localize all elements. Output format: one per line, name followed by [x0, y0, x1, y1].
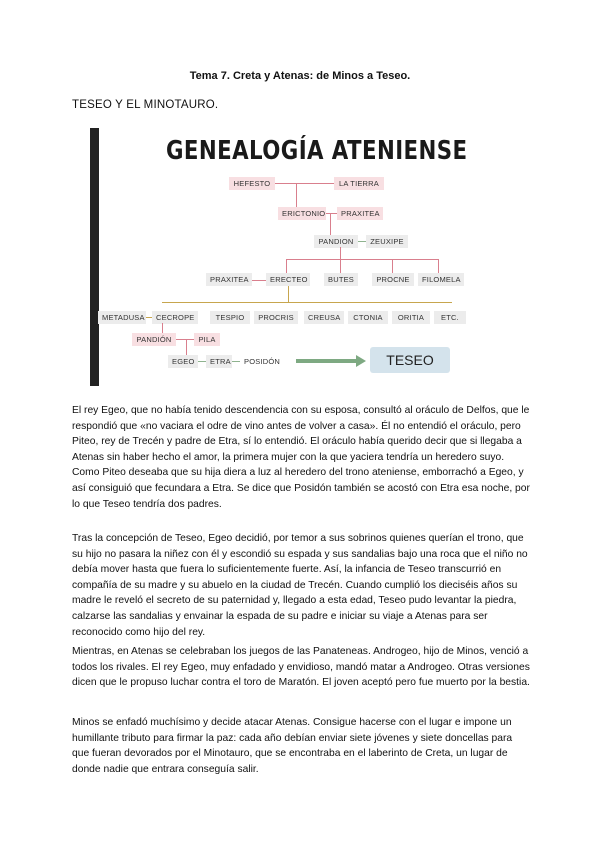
link-children-bar [286, 259, 438, 260]
link-to-erecteo [286, 259, 287, 273]
node-creusa: CREUSA [304, 311, 344, 324]
link-pandion2-pila [174, 339, 196, 340]
node-la-tierra: LA TIERRA [334, 177, 384, 190]
node-pila: PILA [194, 333, 220, 346]
genealogy-figure [90, 128, 482, 386]
node-egeo: EGEO [168, 355, 198, 368]
arrow-head-icon [356, 355, 366, 367]
paragraph-3: Mientras, en Atenas se celebraban los juegos de las Panateneas. Androgeo, hijo de Minos, venció a todos los rivales. El rey Egeo, muy enfadado y envidioso, mandó matar a Androgeo. Otras versiones dicen que le propuso luchar contra el toro de Maratón. El joven aceptó pero fue muerto por la bestia. [72, 646, 530, 689]
node-posidon: POSIDÓN [240, 355, 284, 368]
node-oritia: ORITIA [392, 311, 430, 324]
paragraph-4: Minos se enfadó muchísimo y decide atacar Atenas. Consigue hacerse con el lugar e impone un humillante tributo para firmar la paz: cada año debían enviar siete jóvenes y siete doncellas para que fueran devorados por el Minotauro, que se encontraba en el laberinto de Creta, un lugar de donde nadie que entrara conseguía salir. [72, 717, 513, 775]
genealogy-heading: GENEALOGÍA ATENIENSE [166, 136, 468, 166]
paragraph-2: Tras la concepción de Teseo, Egeo decidió, por temor a sus sobrinos quienes querían el trono, que su hijo no pasara la niñez con él y escondió su espada y sus sandalias bajo una roca que el niño no debía mover hasta que fuera lo suficientemente fuerte. Así, la infancia de Teseo transcurrió en compañía de su madre y su abuelo en la ciudad de Trecén. Cuando cumplió los dieciséis años su madre le reveló el secreto de su paternidad y, llegado a esta edad, Teseo pudo levantar la piedra, calzarse las sandalias y envainar la espada de su padre e iniciar su viaje a Atenas para ser reconocido como hijo del rey. [72, 533, 528, 638]
node-teseo: TESEO [370, 347, 450, 373]
link-down-erictonio [296, 183, 297, 207]
document-title: Tema 7. Creta y Atenas: de Minos a Teseo. [189, 70, 411, 82]
link-down-erecteo-children [288, 286, 289, 302]
node-tespio: TESPIO [210, 311, 250, 324]
link-erecteo-children-bar [162, 302, 452, 303]
node-pandion-2: PANDIÓN [132, 333, 176, 346]
link-down-pandion [330, 213, 331, 235]
node-erecteo: ERECTEO [266, 273, 310, 286]
node-metadusa: METADUSA [98, 311, 146, 324]
node-ctonia: CTONIA [348, 311, 388, 324]
figure-side-bar [90, 128, 99, 386]
node-praxitea-1: PRAXITEA [337, 207, 383, 220]
node-filomela: FILOMELA [418, 273, 464, 286]
link-to-procne [392, 259, 393, 273]
link-to-filomela [438, 259, 439, 273]
node-etc: ETC. [434, 311, 466, 324]
node-procris: PROCRIS [254, 311, 298, 324]
link-to-butes [340, 259, 341, 273]
node-pandion-1: PANDION [314, 235, 358, 248]
node-etra: ETRA [206, 355, 232, 368]
node-procne: PROCNE [372, 273, 414, 286]
node-praxitea-2: PRAXITEA [206, 273, 252, 286]
node-erictonio: ERICTONIO [278, 207, 326, 220]
section-subtitle: TESEO Y EL MINOTAURO. [72, 99, 219, 111]
node-zeuxipe: ZEUXIPE [366, 235, 408, 248]
node-butes: BUTES [324, 273, 358, 286]
node-cecrope: CECROPE [152, 311, 198, 324]
link-down-children [340, 247, 341, 259]
arrow-to-teseo [296, 359, 358, 363]
paragraph-1: El rey Egeo, que no había tenido descendencia con su esposa, consultó al oráculo de Delfos, que le respondió que «no vaciara el odre de vino antes de volver a casa». Él no entendió el oráculo, pero Piteo, rey de Trecén y padre de Etra, sí lo entendió. El oráculo había querido decir que si llegaba a Atenas sin haber hecho el amor, la primera mujer con la que yaciera tendría un heredero suyo. Como Piteo deseaba que su hija diera a luz al heredero del trono ateniense, emborrachó a Egeo, y así consiguió que fecundara a Etra. Se dice que Posidón también se acostó con Etra esa noche, por lo que Teseo tendría dos padres. [72, 405, 530, 510]
node-hefesto: HEFESTO [229, 177, 275, 190]
